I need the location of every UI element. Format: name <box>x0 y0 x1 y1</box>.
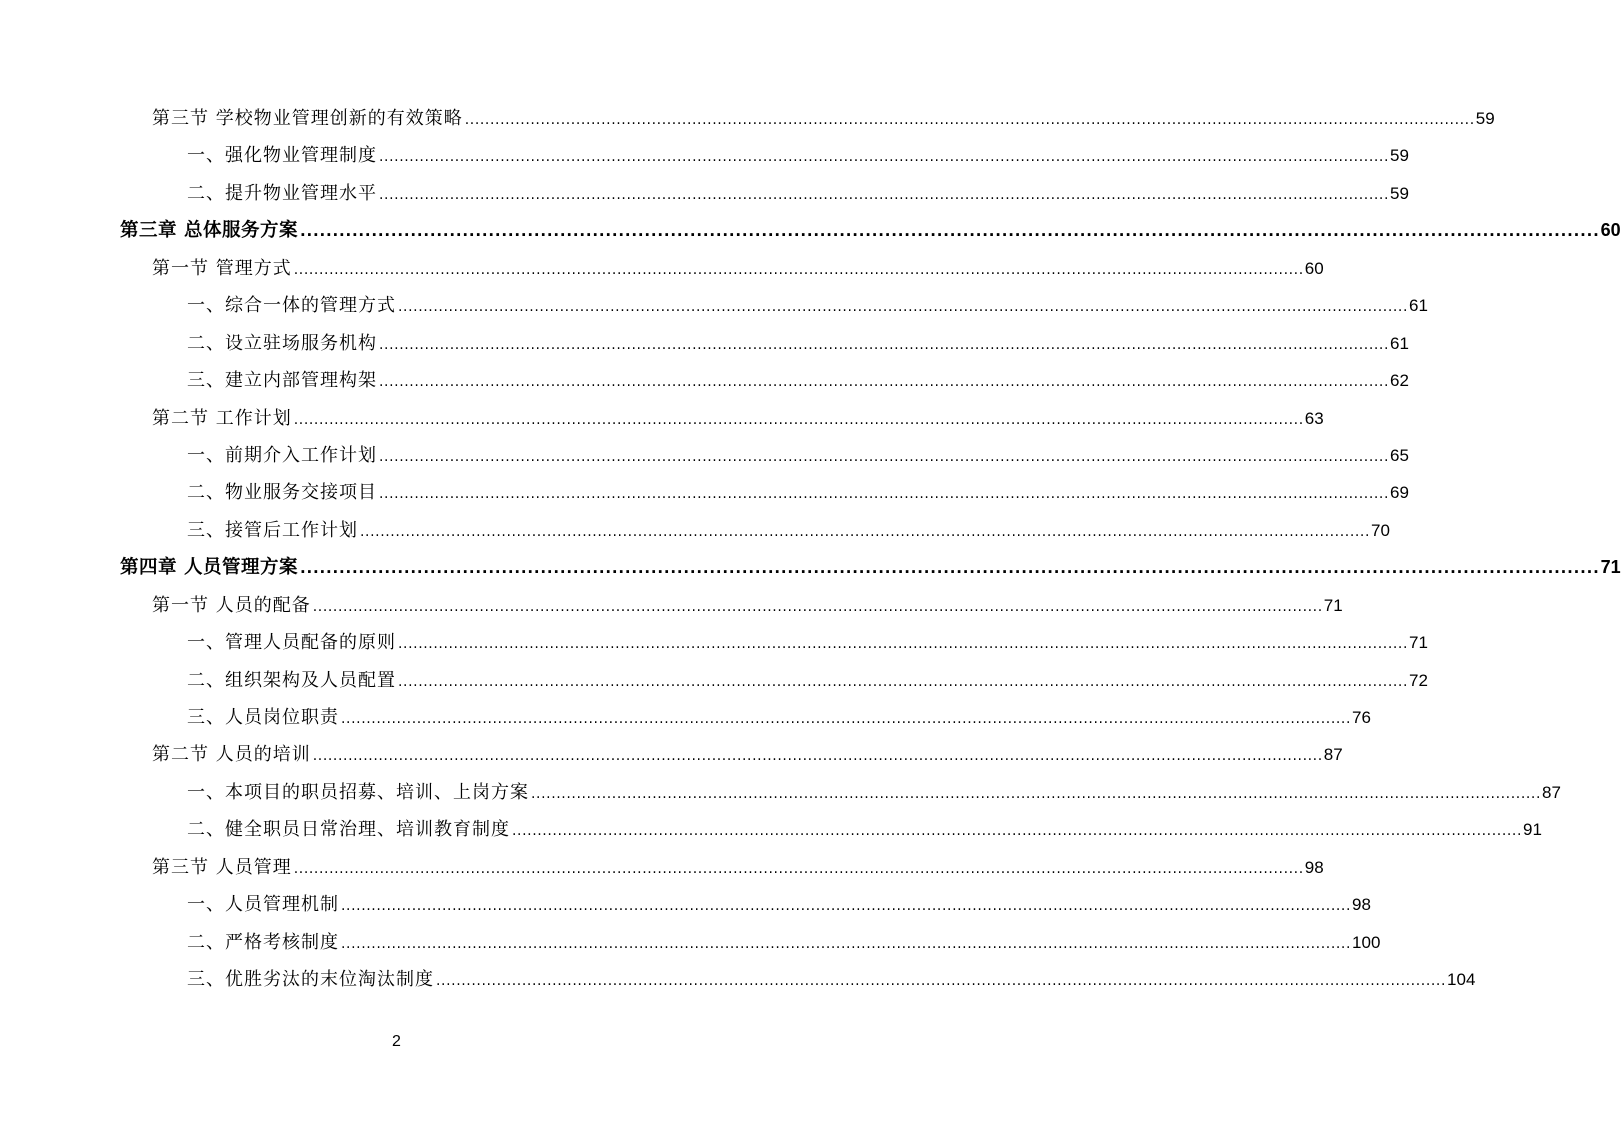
toc-dot-leader: ........................................................................................................................................................................................................ <box>379 186 1390 203</box>
toc-entry-page: 87 <box>1323 745 1343 765</box>
toc-entry-line <box>120 549 1621 587</box>
toc-entry-item[interactable] <box>0 287 1428 324</box>
toc-entry-section[interactable] <box>0 250 1324 287</box>
toc-dot-leader: ........................................................................................................................................................................................................ <box>512 823 1523 840</box>
toc-entry-line <box>152 736 1343 775</box>
toc-dot-leader: ........................................................................................................................................................................................................ <box>299 222 1600 241</box>
toc-entry-item[interactable] <box>0 175 1409 212</box>
toc-entry-item[interactable] <box>0 961 1476 998</box>
toc-entry-title: 第二节 人员的培训 <box>152 744 311 766</box>
toc-entry-chapter[interactable] <box>0 212 1621 249</box>
toc-dot-leader: ........................................................................................................................................................................................................ <box>341 711 1352 727</box>
toc-entry-item[interactable] <box>0 325 1409 362</box>
table-of-contents <box>0 100 1621 999</box>
toc-entry-chapter[interactable] <box>0 549 1621 586</box>
toc-entry-title: 三、建立内部管理构架 <box>187 370 377 392</box>
toc-entry-item[interactable] <box>0 137 1409 174</box>
toc-dot-leader: ........................................................................................................................................................................................................ <box>299 559 1600 578</box>
toc-entry-title: 二、严格考核制度 <box>187 931 339 953</box>
toc-entry-line <box>152 849 1324 888</box>
toc-entry-page: 72 <box>1409 670 1428 690</box>
toc-entry-line <box>152 100 1495 139</box>
toc-entry-section[interactable] <box>0 100 1495 137</box>
toc-entry-page: 71 <box>1323 595 1343 615</box>
toc-entry-line <box>187 886 1371 925</box>
toc-entry-line <box>187 437 1409 476</box>
toc-entry-line <box>187 961 1476 1000</box>
toc-entry-title: 二、设立驻场服务机构 <box>187 332 377 354</box>
toc-entry-page: 76 <box>1352 708 1371 727</box>
toc-entry-page: 65 <box>1390 445 1409 465</box>
toc-dot-leader: ........................................................................................................................................................................................................ <box>379 374 1390 391</box>
toc-entry-line <box>187 137 1409 176</box>
toc-entry-title: 第四章 人员管理方案 <box>120 557 298 579</box>
toc-entry-line <box>187 287 1428 326</box>
toc-entry-line <box>187 175 1409 214</box>
toc-dot-leader: ........................................................................................................................................................................................................ <box>464 112 1475 128</box>
toc-entry-item[interactable] <box>0 699 1371 736</box>
toc-entry-page: 98 <box>1352 895 1371 915</box>
toc-entry-line <box>187 811 1542 850</box>
toc-entry-title: 第一节 人员的配备 <box>152 594 311 616</box>
toc-entry-page: 91 <box>1523 820 1542 840</box>
toc-dot-leader: ........................................................................................................................................................................................................ <box>379 336 1390 353</box>
toc-entry-title: 第三节 学校物业管理创新的有效策略 <box>152 108 463 129</box>
toc-entry-section[interactable] <box>0 736 1343 773</box>
toc-entry-line <box>187 362 1409 401</box>
toc-entry-title: 第三章 总体服务方案 <box>120 220 298 242</box>
toc-entry-line <box>187 474 1409 513</box>
toc-dot-leader: ........................................................................................................................................................................................................ <box>398 673 1409 690</box>
toc-entry-line <box>187 512 1390 551</box>
toc-entry-title: 一、综合一体的管理方式 <box>187 295 396 317</box>
toc-dot-leader: ........................................................................................................................................................................................................ <box>379 149 1390 166</box>
toc-entry-title: 一、管理人员配备的原则 <box>187 632 396 654</box>
toc-entry-item[interactable] <box>0 924 1381 961</box>
toc-entry-item[interactable] <box>0 512 1390 549</box>
toc-entry-page: 59 <box>1390 146 1409 166</box>
toc-entry-title: 一、前期介入工作计划 <box>187 444 377 466</box>
toc-dot-leader: ........................................................................................................................................................................................................ <box>531 785 1542 802</box>
toc-entry-title: 一、人员管理机制 <box>187 894 339 916</box>
toc-entry-item[interactable] <box>0 774 1561 811</box>
toc-dot-leader: ........................................................................................................................................................................................................ <box>398 299 1409 316</box>
toc-entry-line <box>152 587 1343 626</box>
toc-entry-title: 二、提升物业管理水平 <box>187 182 377 204</box>
toc-entry-line <box>152 250 1324 289</box>
toc-entry-title: 一、本项目的职员招募、培训、上岗方案 <box>187 781 529 803</box>
toc-dot-leader: ........................................................................................................................................................................................................ <box>293 411 1304 428</box>
toc-entry-item[interactable] <box>0 886 1371 923</box>
toc-entry-line <box>120 212 1621 250</box>
toc-dot-leader: ........................................................................................................................................................................................................ <box>312 598 1323 615</box>
toc-entry-page: 98 <box>1304 857 1324 877</box>
toc-entry-title: 二、健全职员日常治理、培训教育制度 <box>187 819 510 841</box>
toc-entry-line <box>187 774 1561 813</box>
toc-entry-item[interactable] <box>0 662 1428 699</box>
toc-entry-section[interactable] <box>0 587 1343 624</box>
toc-entry-item[interactable] <box>0 362 1409 399</box>
toc-dot-leader: ........................................................................................................................................................................................................ <box>341 935 1352 952</box>
toc-entry-section[interactable] <box>0 400 1324 437</box>
toc-dot-leader: ........................................................................................................................................................................................................ <box>398 636 1409 653</box>
toc-entry-title: 第三节 人员管理 <box>152 856 292 878</box>
toc-entry-page: 61 <box>1409 296 1428 316</box>
toc-dot-leader: ........................................................................................................................................................................................................ <box>379 486 1390 503</box>
toc-entry-page: 60 <box>1600 220 1621 241</box>
toc-dot-leader: ........................................................................................................................................................................................................ <box>293 860 1304 877</box>
toc-entry-title: 第二节 工作计划 <box>152 407 292 429</box>
toc-entry-page: 104 <box>1447 970 1476 990</box>
toc-dot-leader: ........................................................................................................................................................................................................ <box>360 523 1371 540</box>
toc-entry-title: 第一节 管理方式 <box>152 257 292 279</box>
toc-entry-page: 69 <box>1390 483 1409 503</box>
toc-entry-page: 59 <box>1390 183 1409 203</box>
toc-entry-line <box>187 624 1428 663</box>
toc-entry-line <box>187 699 1371 738</box>
toc-entry-page: 100 <box>1352 932 1381 952</box>
toc-entry-page: 63 <box>1304 408 1324 428</box>
toc-entry-line <box>152 400 1324 439</box>
toc-entry-line <box>187 924 1381 963</box>
toc-entry-title: 二、物业服务交接项目 <box>187 482 377 504</box>
toc-entry-page: 60 <box>1304 258 1324 278</box>
toc-entry-item[interactable] <box>0 811 1542 848</box>
toc-dot-leader: ........................................................................................................................................................................................................ <box>379 448 1390 465</box>
toc-entry-item[interactable] <box>0 437 1409 474</box>
page-number: 2 <box>392 1033 401 1050</box>
toc-entry-item[interactable] <box>0 474 1409 511</box>
toc-entry-page: 59 <box>1475 109 1495 128</box>
toc-entry-page: 87 <box>1542 782 1561 802</box>
toc-dot-leader: ........................................................................................................................................................................................................ <box>312 748 1323 765</box>
toc-entry-item[interactable] <box>0 624 1428 661</box>
toc-entry-page: 70 <box>1371 520 1390 540</box>
toc-entry-page: 62 <box>1390 371 1409 391</box>
toc-entry-page: 61 <box>1390 333 1409 353</box>
toc-entry-line <box>187 662 1428 701</box>
toc-dot-leader: ........................................................................................................................................................................................................ <box>293 261 1304 278</box>
toc-entry-title: 三、人员岗位职责 <box>187 707 339 728</box>
toc-entry-title: 一、强化物业管理制度 <box>187 145 377 167</box>
toc-entry-title: 三、优胜劣汰的末位淘汰制度 <box>187 969 434 991</box>
toc-entry-title: 二、组织架构及人员配置 <box>187 669 396 691</box>
toc-entry-page: 71 <box>1409 633 1428 653</box>
toc-dot-leader: ........................................................................................................................................................................................................ <box>436 973 1447 990</box>
toc-entry-section[interactable] <box>0 849 1324 886</box>
toc-entry-title: 三、接管后工作计划 <box>187 519 358 541</box>
toc-entry-line <box>187 325 1409 364</box>
toc-dot-leader: ........................................................................................................................................................................................................ <box>341 898 1352 915</box>
toc-entry-page: 71 <box>1600 557 1621 578</box>
